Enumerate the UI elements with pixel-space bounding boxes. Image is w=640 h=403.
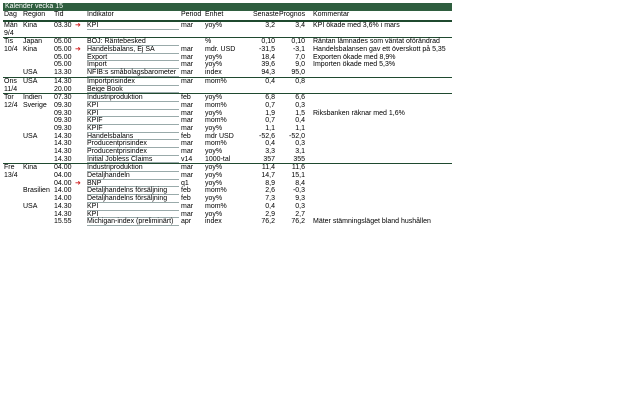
indicator-underline — [87, 225, 179, 226]
cell-prog: 95,0 — [291, 69, 305, 77]
cell-dag: 10/4 — [4, 46, 18, 54]
sheet-title: Kalender vecka 15 — [3, 3, 452, 11]
cell-tid: 13.30 — [54, 69, 72, 77]
cell-enh: yoy% — [205, 210, 223, 218]
header-senaste: Senaste — [253, 11, 279, 18]
table-row — [3, 110, 452, 118]
cell-tid: 09.30 — [54, 109, 72, 117]
cell-tid: 20.00 — [54, 85, 72, 93]
cell-enh: 1000-tal — [205, 155, 231, 163]
cell-ind: Detaljhandelns försäljning — [87, 187, 168, 195]
cell-kom: KPI ökade med 3,6% i mars — [313, 22, 400, 29]
cell-per: mar — [181, 22, 194, 29]
cell-per: feb — [181, 132, 191, 140]
cell-ind: Producentprisindex — [87, 140, 147, 148]
cell-tid: 14.30 — [54, 77, 72, 85]
cell-enh: index — [205, 69, 222, 77]
table-row — [3, 172, 452, 180]
cell-ind: Importprisindex — [87, 77, 135, 85]
arrow-right-icon: ➜ — [75, 22, 81, 29]
cell-ind: KPI — [87, 22, 99, 29]
cell-region: USA — [23, 132, 38, 140]
cell-ind: Import — [87, 61, 107, 69]
table-row — [3, 77, 452, 86]
cell-dag: Mån — [4, 22, 18, 29]
cell-ind: NFIB:s småbolagsbarometer — [87, 69, 177, 77]
table-row — [3, 187, 452, 195]
cell-per: mar — [181, 140, 194, 148]
cell-tid: 05.00 — [54, 53, 72, 61]
cell-prog: 9,3 — [295, 195, 305, 203]
cell-tid: 03.30 — [54, 22, 72, 29]
cell-enh: yoy% — [205, 124, 223, 132]
cell-sen: 2,6 — [265, 187, 275, 195]
cell-region: Japan — [23, 38, 43, 46]
cell-per: mar — [181, 202, 194, 210]
cell-sen: 6,8 — [265, 94, 275, 102]
cell-per: mar — [181, 117, 194, 125]
cell-per: q1 — [181, 179, 189, 187]
cell-ind: BNP — [87, 179, 102, 187]
cell-enh: mom% — [205, 140, 227, 148]
cell-dag: Ons — [4, 77, 17, 85]
cell-enh: yoy% — [205, 172, 223, 180]
cell-enh: yoy% — [205, 53, 223, 61]
cell-ind: Producentprisindex — [87, 148, 147, 155]
cell-sen: 11,4 — [261, 164, 275, 172]
cell-prog: -52,0 — [289, 132, 305, 140]
cell-per: mar — [181, 124, 194, 132]
cell-dag: Tis — [4, 38, 14, 46]
cell-ind: KPI — [87, 202, 99, 210]
cell-per: apr — [181, 218, 192, 226]
cell-enh: mom% — [205, 117, 227, 125]
cell-per: mar — [181, 164, 194, 172]
cell-sen: 76,2 — [261, 218, 275, 226]
cell-per: mar — [181, 210, 194, 218]
cell-sen: 0,7 — [265, 117, 275, 125]
table-row — [3, 163, 452, 172]
arrow-right-icon: ➜ — [75, 46, 81, 54]
cell-tid: 15.55 — [54, 218, 72, 226]
cell-tid: 14.00 — [54, 187, 72, 195]
cell-ind: Initial Jobless Claims — [87, 155, 153, 163]
cell-dag: 12/4 — [4, 101, 18, 109]
cell-per: feb — [181, 195, 191, 203]
cell-sen: 1,9 — [265, 109, 275, 117]
cell-sen: 0,7 — [265, 101, 275, 109]
cell-ind: KPI — [87, 109, 99, 117]
cell-sen: 3,2 — [265, 22, 275, 29]
cell-per: mar — [181, 46, 194, 54]
cell-prog: 1,1 — [295, 124, 305, 132]
header-tid: Tid — [54, 11, 64, 18]
cell-kom: Importen ökade med 5,3% — [313, 61, 396, 69]
cell-enh: yoy% — [205, 109, 223, 117]
cell-tid: 14.00 — [54, 195, 72, 203]
cell-sen: 1,1 — [265, 124, 275, 132]
cell-prog: 0,8 — [295, 77, 305, 85]
cell-enh: yoy% — [205, 164, 223, 172]
cell-sen: 39,6 — [261, 61, 275, 69]
cell-tid: 09.30 — [54, 117, 72, 125]
cell-tid: 14.30 — [54, 132, 72, 140]
cell-enh: mom% — [205, 101, 227, 109]
cell-per: mar — [181, 77, 194, 85]
cell-ind: KPIF — [87, 124, 103, 132]
cell-ind: BOJ: Räntebesked — [87, 38, 146, 46]
table-body — [3, 21, 452, 226]
table-row — [3, 46, 452, 54]
cell-prog: -3,1 — [292, 46, 305, 54]
cell-ind: Detaljhandelns försäljning — [87, 195, 168, 203]
cell-sen: 7,3 — [265, 195, 275, 203]
cell-prog: 2,7 — [295, 210, 305, 218]
cell-kom: Räntan lämnades som väntat oförändrad — [313, 38, 440, 46]
table-row — [3, 133, 452, 141]
cell-prog: 355 — [293, 155, 305, 163]
cell-tid: 14.30 — [54, 202, 72, 210]
cell-per: feb — [181, 94, 191, 102]
cell-tid: 14.30 — [54, 210, 72, 218]
table-row — [3, 148, 452, 156]
cell-prog: 3,1 — [295, 148, 305, 155]
header-kommentar: Kommentar — [313, 11, 350, 18]
cell-tid: 05.00 — [54, 61, 72, 69]
cell-tid: 07.30 — [54, 94, 72, 102]
cell-prog: 8,4 — [295, 179, 305, 187]
cell-ind: Handelsbalans — [87, 132, 134, 140]
cell-prog: 76,2 — [291, 218, 305, 226]
cell-prog: 1,5 — [295, 109, 305, 117]
table-row — [3, 93, 452, 102]
table-row — [3, 37, 452, 46]
cell-ind: Industriproduktion — [87, 164, 143, 172]
cell-ind: KPIF — [87, 117, 103, 125]
cell-prog: 0,4 — [295, 117, 305, 125]
cell-per: mar — [181, 109, 194, 117]
cell-sen: 3,3 — [265, 148, 275, 155]
cell-prog: 3,4 — [295, 22, 305, 29]
table-row — [3, 180, 452, 188]
cell-sen: 357 — [263, 155, 275, 163]
table-row — [3, 69, 452, 77]
arrow-right-icon: ➜ — [75, 179, 81, 187]
header-region: Region — [23, 11, 46, 18]
cell-dag: 13/4 — [4, 172, 18, 180]
cell-ind: Beige Book — [87, 85, 123, 93]
cell-ind: KPI — [87, 101, 99, 109]
cell-tid: 04.00 — [54, 179, 72, 187]
table-row — [3, 125, 452, 133]
cell-sen: 0,4 — [265, 140, 275, 148]
table-row — [3, 195, 452, 203]
cell-region: USA — [23, 69, 38, 77]
cell-region: Brasilien — [23, 187, 50, 195]
cell-region: Indien — [23, 94, 43, 102]
table-row — [3, 203, 452, 211]
cell-kom: Exporten ökade med 8,9% — [313, 53, 396, 61]
cell-sen: 8,9 — [265, 179, 275, 187]
table-row — [3, 21, 452, 30]
cell-dag: Tor — [4, 94, 14, 102]
cell-region: Sverige — [23, 101, 47, 109]
cell-ind: Michigan-index (preliminärt) — [87, 218, 174, 226]
cell-enh: index — [205, 218, 222, 226]
cell-tid: 14.30 — [54, 148, 72, 155]
cell-enh: mom% — [205, 187, 227, 195]
header-prognos: Prognos — [279, 11, 306, 18]
table-row — [3, 218, 452, 226]
cell-per: v14 — [181, 155, 193, 163]
cell-enh: yoy% — [205, 61, 223, 69]
table-row — [3, 54, 452, 62]
cell-kom: Handelsbalansen gav ett överskott på 5,35 — [313, 46, 446, 54]
table-row — [3, 102, 452, 110]
cell-ind: Export — [87, 53, 108, 61]
cell-enh: yoy% — [205, 94, 223, 102]
cell-kom: Mäter stämningsläget bland hushållen — [313, 218, 431, 226]
cell-enh: % — [205, 38, 212, 46]
table-row — [3, 61, 452, 69]
cell-tid: 09.30 — [54, 124, 72, 132]
cell-sen: 0,10 — [261, 38, 275, 46]
cell-ind: Industriproduktion — [87, 94, 143, 102]
cell-enh: mdr USD — [205, 132, 234, 140]
header-dag: Dag — [4, 11, 17, 18]
cell-enh: yoy% — [205, 22, 223, 29]
header-period: Period — [181, 11, 202, 18]
cell-region: USA — [23, 202, 38, 210]
cell-sen: 0,4 — [265, 77, 275, 85]
cell-prog: 11,6 — [291, 164, 305, 172]
cell-enh: yoy% — [205, 148, 223, 155]
cell-tid: 09.30 — [54, 101, 72, 109]
cell-kom: Riksbanken räknar med 1,6% — [313, 109, 405, 117]
cell-region: Kina — [23, 22, 38, 29]
cell-prog: 7,0 — [295, 53, 305, 61]
cell-prog: 0,10 — [291, 38, 305, 46]
cell-prog: 15,1 — [291, 172, 305, 180]
cell-per: mar — [181, 101, 194, 109]
cell-region: Kina — [23, 46, 38, 54]
cell-tid: 05.00 — [54, 38, 72, 46]
cell-sen: 18,4 — [261, 53, 275, 61]
cell-prog: 0,3 — [295, 202, 305, 210]
cell-per: feb — [181, 187, 191, 195]
cell-per: mar — [181, 61, 194, 69]
cell-sen: 2,9 — [265, 210, 275, 218]
header-indikator: Indikator — [87, 11, 114, 18]
cell-per: mar — [181, 69, 194, 77]
cell-prog: -0,3 — [292, 187, 305, 195]
table-row — [3, 117, 452, 125]
calendar-sheet — [3, 3, 452, 226]
cell-ind: Handelsbalans, Ej SA — [87, 46, 155, 54]
header-row — [3, 11, 452, 21]
cell-enh: mom% — [205, 202, 227, 210]
cell-tid: 14.30 — [54, 155, 72, 163]
cell-prog: 9,0 — [295, 61, 305, 69]
cell-sen: 14,7 — [261, 172, 275, 180]
cell-per: mar — [181, 53, 194, 61]
table-row — [3, 140, 452, 148]
cell-ind: KPI — [87, 210, 99, 218]
cell-per: mar — [181, 148, 194, 155]
table-row — [3, 30, 452, 38]
header-enhet: Enhet — [205, 11, 224, 18]
cell-sen: -52,6 — [259, 132, 275, 140]
cell-tid: 04.00 — [54, 172, 72, 180]
cell-tid: 14.30 — [54, 140, 72, 148]
cell-dag: 11/4 — [4, 85, 18, 93]
cell-enh: yoy% — [205, 195, 223, 203]
cell-per: mar — [181, 172, 194, 180]
cell-prog: 0,3 — [295, 140, 305, 148]
cell-tid: 05.00 — [54, 46, 72, 54]
cell-sen: 0,4 — [265, 202, 275, 210]
cell-sen: 94,3 — [261, 69, 275, 77]
cell-dag: 9/4 — [4, 29, 14, 37]
cell-ind: Detaljhandeln — [87, 172, 130, 180]
cell-region: Kina — [23, 164, 38, 172]
cell-region: USA — [23, 77, 38, 85]
cell-enh: mom% — [205, 77, 227, 85]
cell-sen: -31,5 — [259, 46, 275, 54]
cell-prog: 0,3 — [295, 101, 305, 109]
table-row — [3, 86, 452, 94]
table-row — [3, 156, 452, 164]
cell-dag: Fre — [4, 164, 15, 172]
cell-enh: mdr. USD — [205, 46, 236, 54]
cell-prog: 6,6 — [295, 94, 305, 102]
cell-tid: 04.00 — [54, 164, 72, 172]
cell-enh: yoy% — [205, 179, 223, 187]
